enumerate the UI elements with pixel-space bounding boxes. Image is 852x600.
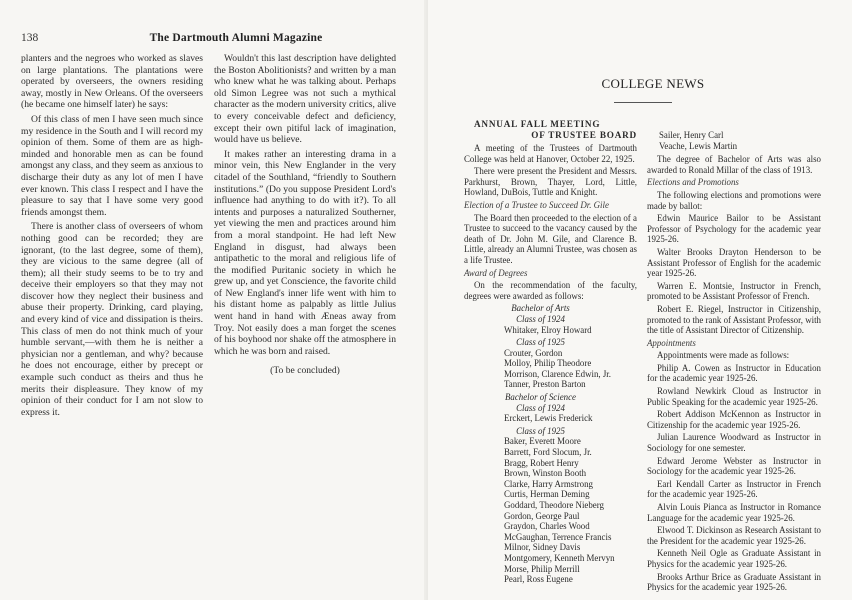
paragraph: Kenneth Neil Ogle as Graduate Assistant in Physics for the academic year 1925-26.	[647, 548, 821, 569]
paragraph: It makes rather an interesting drama in a minor vein, this New Englander in the very citadel of the Southland, “friendly to Southern institutions.” (Do you suppose President Lord's influence had anything to do with it?). To all intents and purposes a naturalized Southerner, yet viewing the men and practices around him from a moral standpoint. He had left New England in disgust, had always been antipathetic to the moral and religious life of the modified Puritanic society in which he grew up, and yet Conscience, the favorite child of New England's inner life went with him to his distant home as palpably as little Julius went hand in hand with Æneas away from Troy. Not easily does a man forget the scenes of his boyhood nor shake off the atmosphere in which he was born and raised.	[214, 148, 396, 357]
graduate-name: Molloy, Philip Theodore	[504, 358, 592, 369]
paragraph: The degree of Bachelor of Arts was also awarded to Ronald Millar of the class of 1913.	[647, 154, 821, 175]
paragraph: Edward Jerome Webster as Instructor in Sociology for the academic year 1925-26.	[647, 455, 821, 477]
to-be-concluded-note: (To be concluded)	[270, 365, 340, 377]
graduate-name: Whitaker, Elroy Howard	[504, 324, 592, 335]
class-label: Class of 1924	[516, 402, 565, 413]
section-title: COLLEGE NEWS	[601, 76, 705, 91]
left-column-1	[21, 53, 203, 418]
right-column-2	[647, 130, 821, 593]
paragraph: Earl Kendall Carter as Instructor in French for the academic year 1925-26.	[647, 478, 821, 500]
degree-list	[464, 303, 637, 584]
paragraph: Brooks Arthur Brice as Graduate Assistant in Physics for the academic year 1925-26.	[647, 571, 821, 593]
article-heading-line2: OF TRUSTEE BOARD	[531, 130, 637, 140]
paragraph: Alvin Louis Pianca as Instructor in Romance Language for the academic year 1925-26.	[647, 502, 821, 523]
subheading-degrees: Award of Degrees	[464, 267, 528, 278]
paragraph: Julian Laurence Woodward as Instructor in Sociology for one semester.	[647, 432, 821, 454]
paragraph: There were present the President and Messrs. Parkhurst, Brown, Thayer, Lord, Little, Howland, DuBois, Tuttle and Knight.	[464, 166, 637, 198]
paragraph: Rowland Newkirk Cloud as Instructor in Public Speaking for the academic year 1925-26.	[647, 386, 821, 407]
paragraph: Wouldn't this last description have delighted the Boston Abolitionists? and written by a man who knew what he was talking about. Perhaps old Simon Legree was not such a mythical character as the modern university critics, alive to every conceivable defect and deficiency, except their own pitiful lack of imagination, would have us believe.	[214, 53, 396, 146]
paragraph: Appointments were made as follows:	[657, 350, 790, 361]
paragraph: A meeting of the Trustees of Dartmouth College was held at Hanover, October 22, 1925.	[464, 143, 637, 164]
graduate-name: Clarke, Harry Armstrong	[504, 478, 593, 489]
paragraph: On the recommendation of the faculty, degrees were awarded as follows:	[464, 280, 637, 301]
right-column-1	[464, 119, 637, 585]
graduate-name: Barrett, Ford Slocum, Jr.	[504, 447, 592, 458]
graduate-name: Montgomery, Kenneth Mervyn	[504, 552, 615, 563]
paragraph: Robert Addison McKennon as Instructor in Citizenship for the academic year 1925-26.	[647, 409, 821, 430]
paragraph: Robert E. Riegel, Instructor in Citizenship, promoted to the rank of Assistant Professor, with the title of Assistant Director of Citizenship.	[647, 303, 821, 336]
graduate-name: Graydon, Charles Wood	[504, 521, 590, 532]
graduate-name: Crouter, Gordon	[504, 347, 563, 358]
degree-list-continued	[647, 130, 821, 151]
paragraph: Edwin Maurice Bailor to be Assistant Professor of Psychology for the academic year 1925-26.	[647, 213, 821, 245]
running-head	[21, 32, 421, 46]
graduate-name: McGaughan, Terrence Francis	[504, 531, 612, 542]
paragraph: planters and the negroes who worked as slaves on large plantations. The plantations were operated by overseers, the owners residing away, mostly in New Orleans. Of the overseers (he became one himself later) he says:	[21, 53, 203, 111]
degree-label: Bachelor of Science	[505, 392, 576, 403]
paragraph: Elwood T. Dickinson as Research Assistant to the President for the academic year 1925-26.	[647, 525, 821, 546]
graduate-name: Brown, Winston Booth	[504, 468, 587, 479]
graduate-name: Goddard, Theodore Nieberg	[504, 500, 604, 510]
graduate-name: Baker, Everett Moore	[504, 436, 581, 447]
graduate-name: Bragg, Robert Henry	[504, 457, 579, 468]
quoted-paragraph: Of this class of men I have seen much since my residence in the South and I will record my opinion of them. Some of them are as high-minded and honorable men as can be found amongst any class, and they seem as anxious to discharge their duty as any lot of men I have ever known. This class I respect and I have the pleasure to say that I have some very good friends amongst them.	[21, 113, 203, 218]
class-label: Class of 1925	[516, 337, 565, 348]
graduate-name: Erckert, Lewis Frederick	[504, 413, 593, 424]
paragraph: The Board then proceeded to the election of a Trustee to succeed to the vacancy caused by the death of Dr. John M. Gile, and Clarence B. Little, already an Alumni Trustee, was chosen as a life Trustee.	[464, 212, 637, 265]
graduate-name: Milnor, Sidney Davis	[504, 542, 581, 553]
graduate-name: Sailer, Henry Carl	[659, 130, 724, 140]
subheading-elections: Elections and Promotions	[647, 177, 739, 188]
article-heading	[464, 119, 637, 141]
paragraph: Walter Brooks Drayton Henderson to be Assistant Professor of English for the academic year 1925-26.	[647, 246, 821, 279]
quoted-paragraph: There is another class of overseers of whom nothing good can be recorded; they are ignorant, (to the last degree, some of them), they are vicious to the same degree (all of them); all their study seems to be to try and deceive their employers so that they may not discover how they neglect their business and abuse their property. Drinking, card playing, and every kind of vice and dissipation is theirs. This class of men do not think much of your humble servant,—with them he is neither a physician nor a gentleman, and why? because he does not encourage, either by precept or example such conduct as theirs and thus he merits their displeasure. They know of my opinion of their conduct for I am not slow to express it.	[21, 221, 203, 418]
graduate-name: Morrison, Clarence Edwin, Jr.	[504, 368, 611, 379]
paragraph: Warren E. Montsie, Instructor in French, promoted to be Assistant Professor of French.	[647, 280, 821, 302]
graduate-name: Pearl, Ross Eugene	[504, 574, 573, 585]
graduate-name: Tanner, Preston Barton	[504, 379, 586, 390]
graduate-name: Morse, Philip Merrill	[504, 563, 580, 574]
section-divider	[614, 102, 672, 103]
page-number: 138	[21, 32, 39, 44]
class-label: Class of 1925	[516, 425, 565, 436]
subheading-appointments: Appointments	[647, 337, 696, 348]
degree-label: Bachelor of Arts	[511, 303, 570, 314]
magazine-title: The Dartmouth Alumni Magazine	[149, 32, 323, 44]
graduate-name: Gordon, George Paul	[504, 510, 580, 521]
graduate-name: Veache, Lewis Martin	[659, 140, 738, 151]
left-column-2	[214, 53, 396, 377]
paragraph: The following elections and promotions were made by ballot:	[647, 189, 821, 211]
class-label: Class of 1924	[516, 313, 565, 324]
graduate-name: Curtis, Herman Deming	[504, 489, 590, 500]
subheading-election: Election of a Trustee to Succeed Dr. Gile	[464, 199, 609, 210]
paragraph: Philip A. Cowen as Instructor in Education for the academic year 1925-26.	[647, 362, 821, 384]
article-heading-line1: ANNUAL FALL MEETING	[474, 119, 601, 129]
